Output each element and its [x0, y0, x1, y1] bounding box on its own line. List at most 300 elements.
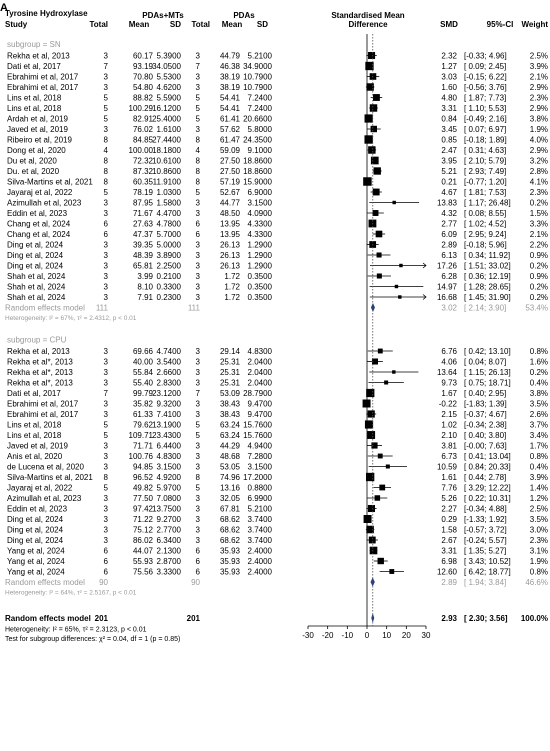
- subgroup-1-study-11-mean2: 53.05: [219, 462, 240, 472]
- subgroup-1-study-19-ci-value: [ 1.35; 5.27]: [464, 546, 507, 556]
- subgroup-0-study-0-sd1: 5.3900: [156, 51, 181, 61]
- subgroup-0-study-6-sd2: 20.6600: [243, 114, 272, 124]
- subgroup-1-study-4-weight: 3.8%: [529, 389, 548, 398]
- subgroup-1-study-11-n1: 3: [103, 462, 108, 472]
- subgroup-0-study-21-mean1: 3.99: [137, 272, 153, 281]
- subgroup-1-pooled-n1: 90: [99, 578, 108, 587]
- subgroup-0-study-16-weight: 3.3%: [529, 219, 548, 229]
- subgroup-1-study-6-smd-value: 2.15: [441, 410, 457, 419]
- subgroup-1-study-7-weight: 3.7%: [529, 420, 548, 430]
- subgroup-0-study-13-smd-value: 4.67: [441, 188, 457, 197]
- subgroup-1-study-17-n2: 3: [195, 525, 200, 535]
- header-total-1: Total: [89, 20, 108, 29]
- subgroup-0-study-16-sd2: 4.3300: [247, 219, 272, 229]
- subgroup-1-study-1-name: Rekha et al*, 2013: [7, 357, 73, 367]
- subgroup-1-study-4-sd1: 23.1200: [152, 389, 181, 398]
- subgroup-1-study-6-n2: 3: [195, 410, 200, 419]
- subgroup-0-study-15-point: [373, 210, 379, 216]
- subgroup-0-study-6-weight: 3.8%: [529, 114, 548, 124]
- subgroup-0-study-18-name: Ding et al, 2024: [7, 240, 64, 250]
- subgroup-0-study-7-weight: 1.9%: [529, 125, 548, 134]
- subgroup-0-study-20-n1: 3: [103, 261, 108, 271]
- subgroup-0-study-0-point: [368, 52, 375, 59]
- subgroup-1-study-5-smd-value: -0.22: [438, 399, 457, 409]
- subgroup-0-study-1-smd-value: 1.27: [441, 62, 457, 71]
- subgroup-1-study-8-smd-value: 2.10: [441, 431, 457, 440]
- subgroup-0-study-3-point: [366, 83, 373, 90]
- subgroup-1-study-0-n1: 3: [103, 347, 108, 356]
- subgroup-1-study-7-ci-value: [-0.34; 2.38]: [464, 420, 507, 430]
- header-weight: Weight: [521, 20, 548, 29]
- subgroup-1-study-3-smd-value: 9.73: [441, 378, 457, 388]
- subgroup-0-study-20-sd1: 2.2500: [156, 261, 181, 271]
- subgroup-0-study-23-smd-value: 16.68: [436, 293, 457, 302]
- subgroup-0-study-3-smd-value: 1.60: [441, 83, 457, 92]
- subgroup-1-study-18-mean1: 86.02: [132, 536, 153, 545]
- subgroup-1-study-21-n1: 6: [103, 567, 108, 577]
- subgroup-0-study-6-mean1: 82.91: [132, 114, 153, 124]
- subgroup-1-study-21-smd-value: 12.60: [436, 567, 457, 577]
- subgroup-0-study-19-n1: 3: [103, 251, 108, 260]
- subgroup-0-study-23-weight: 0.2%: [529, 293, 548, 302]
- subgroup-1-study-11-sd2: 3.1500: [247, 462, 272, 472]
- subgroup-0-study-15-weight: 1.5%: [529, 209, 548, 218]
- subgroup-0-study-22-weight: 0.2%: [529, 282, 548, 292]
- subgroup-1-study-1-sd2: 2.0400: [247, 357, 272, 367]
- subgroup-1-heterogeneity: Heterogeneity: I² = 64%, τ² = 2.5167, p < 0.01: [5, 589, 137, 597]
- subgroup-1-study-9-mean2: 44.29: [219, 441, 240, 451]
- subgroup-0-study-11-name: Du. et al, 2020: [7, 167, 60, 176]
- subgroup-1-study-19-mean1: 44.07: [132, 546, 153, 556]
- subgroup-1-study-19-mean2: 35.93: [219, 546, 240, 556]
- subgroup-0-study-7-sd2: 5.8000: [247, 125, 272, 134]
- subgroup-0-study-3-weight: 2.9%: [529, 83, 548, 92]
- subgroup-1-study-18-smd-value: 2.67: [441, 536, 457, 545]
- subgroup-0-pooled-ci-value: [ 2.14; 3.90]: [464, 303, 507, 313]
- subgroup-0-study-2-weight: 2.1%: [529, 72, 548, 82]
- subgroup-1-pooled-smd-value: 2.89: [441, 578, 457, 587]
- subgroup-1-study-17-n1: 3: [103, 525, 108, 535]
- subgroup-0-study-2-n2: 3: [195, 72, 200, 82]
- subgroup-0-study-3-sd1: 4.6200: [156, 83, 181, 92]
- subgroup-1-study-11-n2: 3: [195, 462, 200, 472]
- subgroup-1-study-12-weight: 3.9%: [529, 473, 548, 482]
- subgroup-1-study-5-name: Ebrahimi et al, 2017: [7, 399, 79, 409]
- subgroup-0-study-4-n2: 5: [195, 93, 200, 103]
- subgroup-1-study-12-smd-value: 1.61: [441, 473, 457, 482]
- subgroup-1-study-2-n1: 3: [103, 368, 108, 377]
- subgroup-0-heterogeneity: Heterogeneity: I² = 67%, τ² = 2.4312, p < 0.01: [5, 315, 137, 322]
- subgroup-0-study-22-n1: 3: [103, 282, 108, 292]
- subgroup-1-study-5-ci-value: [-1.83; 1.39]: [464, 399, 507, 409]
- subgroup-0-study-12-n1: 8: [103, 177, 108, 187]
- subgroup-1-study-12-sd1: 4.9200: [156, 473, 181, 482]
- subgroup-1-study-21-n2: 6: [195, 567, 200, 577]
- subgroup-0-pooled-n1: 111: [95, 303, 108, 313]
- subgroup-1-study-4-mean2: 53.09: [219, 389, 240, 398]
- subgroup-0-study-11-mean1: 87.32: [132, 167, 153, 176]
- subgroup-1-study-5-sd1: 9.3200: [156, 399, 181, 409]
- subgroup-0-study-20-mean2: 26.13: [219, 261, 240, 271]
- header-sd-2: SD: [256, 20, 268, 29]
- subgroup-0-study-16-smd-value: 2.77: [441, 219, 457, 229]
- subgroup-1-study-5-n2: 3: [195, 399, 200, 409]
- subgroup-1-study-18-weight: 2.3%: [529, 536, 548, 545]
- subgroup-0-study-4-ci-value: [ 1.87; 7.73]: [464, 93, 507, 103]
- subgroup-1-study-11-weight: 0.4%: [529, 462, 548, 472]
- subgroup-1-study-21-weight: 0.8%: [529, 567, 548, 577]
- header-smd: SMD: [440, 20, 458, 29]
- subgroup-1-study-9-n2: 3: [195, 441, 200, 451]
- subgroup-1-study-16-sd2: 3.7400: [247, 515, 272, 524]
- subgroup-1-study-9-smd-value: 3.81: [441, 441, 457, 451]
- subgroup-0-study-3-mean1: 54.80: [132, 83, 153, 92]
- subgroup-1-study-3-name: Rekha et al*, 2013: [7, 378, 73, 388]
- subgroup-1-study-12-mean2: 74.96: [219, 473, 240, 482]
- subgroup-1-study-13-sd2: 0.8800: [247, 483, 272, 493]
- subgroup-0-study-11-n2: 8: [195, 167, 200, 176]
- subgroup-1-study-11-smd-value: 10.59: [436, 462, 457, 472]
- subgroup-0-study-18-n1: 3: [103, 240, 108, 250]
- subgroup-1-study-1-mean2: 25.31: [219, 357, 240, 367]
- subgroup-1-study-13-mean1: 49.82: [132, 483, 153, 493]
- subgroup-0-study-1-sd1: 34.0500: [152, 62, 181, 71]
- subgroup-0-study-15-n1: 3: [103, 209, 108, 218]
- subgroup-1-pooled-diamond: [371, 578, 375, 586]
- subgroup-0-study-10-name: Du et al, 2020: [7, 156, 57, 166]
- subgroup-1-study-18-name: Ding et al, 2024: [7, 536, 64, 545]
- subgroup-0-study-15-n2: 3: [195, 209, 200, 218]
- subgroup-0-study-5-point: [370, 104, 377, 111]
- subgroup-1-study-14-smd-value: 5.26: [441, 494, 457, 503]
- overall-pooled-weight: 100.0%: [520, 614, 548, 623]
- subgroup-1-study-20-weight: 1.9%: [529, 557, 548, 566]
- subgroup-0-study-22-name: Shah et al, 2024: [7, 282, 66, 292]
- subgroup-1-study-9-sd2: 4.9400: [247, 441, 272, 451]
- subgroup-0-study-2-mean1: 70.80: [132, 72, 153, 82]
- header-total-2: Total: [191, 20, 210, 29]
- overall-pooled-smd-value: 2.93: [441, 614, 457, 623]
- subgroup-0-study-15-sd2: 4.0900: [247, 209, 272, 218]
- subgroup-1-study-14-sd1: 7.0800: [156, 494, 181, 503]
- subgroup-1-study-21-name: Yang et al, 2024: [7, 567, 65, 577]
- subgroup-1-study-4-mean1: 99.79: [132, 389, 153, 398]
- subgroup-0-study-7-smd-value: 3.45: [441, 125, 457, 134]
- subgroup-1-study-18-ci-value: [-0.24; 5.57]: [464, 536, 507, 545]
- subgroup-0-study-18-sd2: 1.2900: [247, 240, 272, 250]
- subgroup-0-study-4-weight: 2.3%: [529, 93, 548, 103]
- subgroup-0-study-1-sd2: 34.9000: [243, 62, 272, 71]
- subgroup-1-study-14-name: Azimullah et al, 2023: [7, 494, 82, 503]
- subgroup-0-study-22-point: [395, 285, 398, 288]
- subgroup-0-study-22-ci-value: [ 1.28; 28.65]: [464, 282, 511, 292]
- subgroup-1-study-8-mean2: 63.24: [219, 431, 240, 440]
- subgroup-0-study-13-mean2: 52.67: [219, 188, 240, 197]
- subgroup-0-study-23-ci-value: [ 1.45; 31.90]: [464, 293, 511, 302]
- subgroup-1-study-19-n1: 6: [103, 546, 108, 556]
- subgroup-0-study-3-mean2: 38.19: [219, 83, 240, 92]
- subgroup-1-label: subgroup = CPU: [7, 335, 67, 345]
- subgroup-0-study-18-smd-value: 2.89: [441, 240, 457, 250]
- subgroup-1-study-1-mean1: 40.00: [132, 357, 153, 367]
- subgroup-1-study-10-weight: 0.8%: [529, 452, 548, 461]
- subgroup-1-study-5-point: [363, 400, 371, 408]
- subgroup-0-study-14-weight: 0.2%: [529, 198, 548, 208]
- subgroup-0-study-9-weight: 2.9%: [529, 146, 548, 155]
- subgroup-1-study-16-weight: 3.5%: [529, 515, 548, 524]
- subgroup-1-study-12-ci-value: [ 0.44; 2.78]: [464, 473, 507, 482]
- subgroup-1-study-13-mean2: 13.16: [219, 483, 240, 493]
- subgroup-1-study-16-mean2: 68.62: [219, 515, 240, 524]
- overall-pooled-ci-value: [ 2.30; 3.56]: [464, 614, 508, 623]
- subgroup-0-study-20-name: Ding et al, 2024: [7, 261, 64, 271]
- header-mean-2: Mean: [221, 20, 243, 29]
- subgroup-0-study-5-n2: 5: [195, 104, 200, 113]
- subgroup-0-study-14-n1: 3: [103, 198, 108, 208]
- subgroup-1-study-14-weight: 1.2%: [529, 494, 548, 503]
- subgroup-0-study-10-n2: 8: [195, 156, 200, 166]
- subgroup-0-study-20-n2: 3: [195, 261, 200, 271]
- subgroup-1-study-19-name: Yang et al, 2024: [7, 546, 65, 556]
- subgroup-1-study-10-n1: 3: [103, 452, 108, 461]
- subgroup-0-study-7-n1: 3: [103, 125, 108, 134]
- subgroup-1-study-11-mean1: 94.85: [132, 462, 153, 472]
- subgroup-0-study-12-n2: 8: [195, 177, 200, 187]
- subgroup-1-study-11-name: de Lucena et al, 2020: [7, 462, 84, 472]
- subgroup-0-study-7-point: [371, 126, 377, 132]
- subgroup-1-pooled-ci-value: [ 1.94; 3.84]: [464, 578, 507, 587]
- header-study: Study: [5, 20, 28, 29]
- subgroup-1-study-13-ci-value: [ 3.29; 12.22]: [464, 483, 511, 493]
- subgroup-0-study-8-name: Ribeiro et al, 2019: [7, 135, 72, 145]
- x-tick-label-3: 0: [364, 631, 370, 640]
- subgroup-0-study-11-weight: 2.8%: [529, 167, 548, 176]
- subgroup-1-study-15-smd-value: 2.27: [441, 504, 457, 514]
- subgroup-0-study-16-name: Chang et al, 2024: [7, 219, 71, 229]
- subgroup-1-study-8-mean1: 109.71: [128, 431, 153, 440]
- subgroup-1-study-17-weight: 3.0%: [529, 525, 548, 535]
- subgroup-0-study-10-smd-value: 3.95: [441, 156, 457, 166]
- subgroup-1-study-6-point: [368, 410, 375, 417]
- subgroup-1-study-8-point: [367, 431, 375, 439]
- subgroup-1-study-13-sd1: 5.9700: [156, 483, 181, 493]
- subgroup-1-study-18-mean2: 68.62: [219, 536, 240, 545]
- subgroup-0-study-19-mean1: 48.39: [132, 251, 153, 260]
- x-tick-label-4: 10: [382, 631, 392, 640]
- subgroup-1-study-10-ci-value: [ 0.41; 13.04]: [464, 452, 511, 461]
- subgroup-0-study-12-weight: 4.1%: [529, 177, 548, 187]
- subgroup-1-study-14-point: [375, 495, 381, 501]
- subgroup-1-study-13-name: Jayaraj et al, 2022: [7, 483, 73, 493]
- subgroup-0-study-11-point: [374, 167, 381, 174]
- subgroup-0-study-17-mean2: 13.95: [219, 230, 240, 239]
- subgroup-0-study-17-point: [376, 231, 383, 238]
- subgroup-0-study-15-name: Eddin et al, 2023: [7, 209, 68, 218]
- subgroup-0-study-13-name: Jayaraj et al, 2022: [7, 188, 73, 197]
- subgroup-1-study-17-name: Ding et al, 2024: [7, 525, 64, 535]
- subgroup-1-study-5-weight: 3.5%: [529, 399, 548, 409]
- subgroup-1-study-14-n2: 3: [195, 494, 200, 503]
- subgroup-1-study-14-mean1: 77.50: [132, 494, 153, 503]
- subgroup-1-study-10-mean2: 48.68: [219, 452, 240, 461]
- subgroup-0-study-21-sd1: 0.2100: [156, 272, 181, 281]
- subgroup-1-study-6-n1: 3: [103, 410, 108, 419]
- subgroup-1-study-9-sd1: 6.4400: [156, 441, 181, 451]
- subgroup-0-study-10-sd1: 10.6100: [152, 156, 181, 166]
- subgroup-1-study-20-point: [378, 558, 384, 564]
- subgroup-1-study-19-smd-value: 3.31: [441, 546, 457, 556]
- subgroup-1-study-20-mean2: 35.93: [219, 557, 240, 566]
- subgroup-1-study-20-smd-value: 6.98: [441, 557, 457, 566]
- subgroup-0-study-14-mean2: 44.77: [219, 198, 240, 208]
- subgroup-0-study-2-sd2: 10.7900: [243, 72, 272, 82]
- subgroup-1-study-1-n1: 3: [103, 357, 108, 367]
- subgroup-0-study-2-n1: 3: [103, 72, 108, 82]
- subgroup-0-study-12-smd-value: 0.21: [441, 177, 457, 187]
- subgroup-0-study-23-sd1: 0.2300: [156, 293, 181, 302]
- subgroup-1-study-7-n1: 5: [103, 420, 108, 430]
- subgroup-1-study-8-n1: 5: [103, 431, 108, 440]
- subgroup-1-study-1-n2: 3: [195, 357, 200, 367]
- subgroup-1-study-7-point: [365, 420, 373, 428]
- subgroup-1-study-7-mean1: 79.62: [132, 420, 153, 430]
- subgroup-0-study-11-sd2: 18.8600: [243, 167, 272, 176]
- subgroup-1-study-16-point: [364, 515, 372, 523]
- subgroup-0-study-5-mean1: 100.29: [128, 104, 153, 113]
- subgroup-0-study-21-n1: 3: [103, 272, 108, 281]
- subgroup-0-study-1-n1: 7: [103, 62, 108, 71]
- subgroup-1-study-2-sd2: 2.0400: [247, 368, 272, 377]
- subgroup-0-study-7-n2: 3: [195, 125, 200, 134]
- subgroup-0-study-0-ci-value: [-0.33; 4.96]: [464, 51, 507, 61]
- subgroup-1-study-9-n1: 3: [103, 441, 108, 451]
- subgroup-0-study-14-mean1: 87.95: [132, 198, 153, 208]
- subgroup-1-study-20-name: Yang et al, 2024: [7, 557, 65, 566]
- subgroup-0-study-5-name: Lins et al, 2018: [7, 104, 62, 113]
- subgroup-0-study-18-sd1: 5.0000: [156, 240, 181, 250]
- subgroup-0-study-7-mean2: 57.62: [219, 125, 240, 134]
- subgroup-0-study-23-mean2: 1.72: [224, 293, 240, 302]
- subgroup-1-study-6-name: Ebrahimi et al, 2017: [7, 410, 79, 419]
- subgroup-0-study-3-n2: 3: [195, 83, 200, 92]
- subgroup-1-study-8-n2: 5: [195, 431, 200, 440]
- subgroup-1-study-7-smd-value: 1.02: [441, 420, 457, 430]
- subgroup-1-study-7-mean2: 63.24: [219, 420, 240, 430]
- subgroup-0-study-18-mean1: 39.35: [132, 240, 153, 250]
- subgroup-1-study-10-sd1: 4.8300: [156, 452, 181, 461]
- subgroup-0-study-5-ci-value: [ 1.10; 5.53]: [464, 104, 507, 113]
- subgroup-1-study-4-point: [366, 389, 374, 397]
- subgroup-0-study-19-n2: 3: [195, 251, 200, 260]
- subgroup-1-study-15-name: Eddin et al, 2023: [7, 504, 68, 514]
- subgroup-0-study-6-ci-value: [-0.49; 2.16]: [464, 114, 507, 124]
- subgroup-1-study-1-ci-value: [ 0.04; 8.07]: [464, 357, 507, 367]
- subgroup-0-study-13-point: [373, 189, 380, 196]
- subgroup-0-study-21-smd-value: 6.28: [441, 272, 457, 281]
- subgroup-0-pooled-weight: 53.4%: [525, 303, 548, 313]
- subgroup-1-study-13-n2: 5: [195, 483, 200, 493]
- header-pdas-mts: PDAs+MTs: [142, 11, 184, 20]
- subgroup-1-pooled-n2: 90: [191, 578, 200, 587]
- subgroup-1-study-0-point: [378, 349, 383, 354]
- subgroup-0-study-19-sd2: 1.2900: [247, 251, 272, 260]
- subgroup-0-study-7-ci-value: [ 0.07; 6.97]: [464, 125, 507, 134]
- subgroup-1-study-4-ci-value: [ 0.40; 2.95]: [464, 389, 507, 398]
- subgroup-1-study-0-sd2: 4.8300: [247, 347, 272, 356]
- subgroup-0-study-2-name: Ebrahimi et al, 2017: [7, 72, 79, 82]
- subgroup-0-study-17-sd2: 4.3300: [247, 230, 272, 239]
- header-smd-title-1: Standardised Mean: [331, 11, 405, 20]
- subgroup-0-study-2-mean2: 38.19: [219, 72, 240, 82]
- subgroup-0-study-21-n2: 3: [195, 272, 200, 281]
- overall-pooled-label: Random effects model: [5, 614, 91, 623]
- subgroup-0-study-15-mean2: 48.50: [219, 209, 240, 218]
- subgroup-0-study-11-smd-value: 5.21: [441, 167, 457, 176]
- subgroup-0-study-17-smd-value: 6.09: [441, 230, 457, 239]
- subgroup-1-study-16-mean1: 71.22: [132, 515, 153, 524]
- subgroup-0-study-4-point: [373, 94, 380, 101]
- x-tick-label-5: 20: [401, 631, 411, 640]
- subgroup-1-study-6-sd1: 7.4100: [156, 410, 181, 419]
- subgroup-0-study-16-mean2: 13.95: [219, 219, 240, 229]
- subgroup-1-study-10-smd-value: 6.73: [441, 452, 457, 461]
- subgroup-0-study-1-weight: 3.9%: [529, 62, 548, 71]
- subgroup-1-study-2-smd-value: 13.64: [436, 368, 457, 377]
- subgroup-1-study-17-smd-value: 1.58: [441, 525, 457, 535]
- subgroup-0-study-8-sd1: 27.4400: [152, 135, 181, 145]
- subgroup-1-study-3-sd1: 2.8300: [156, 378, 181, 388]
- subgroup-0-study-8-smd-value: 0.85: [441, 135, 457, 145]
- subgroup-0-study-2-smd-value: 3.03: [441, 72, 457, 82]
- subgroup-0-study-6-name: Ardah et al, 2019: [7, 114, 68, 124]
- subgroup-0-study-23-point: [398, 295, 401, 298]
- subgroup-1-study-19-point: [370, 547, 378, 555]
- header-smd-title-2: Difference: [348, 20, 388, 29]
- subgroup-1-study-13-weight: 1.4%: [529, 483, 548, 493]
- subgroup-1-study-9-point: [371, 442, 377, 448]
- subgroup-0-study-15-sd1: 4.4700: [156, 209, 181, 218]
- subgroup-1-study-20-sd2: 2.4000: [247, 557, 272, 566]
- subgroup-1-study-8-name: Lins et al, 2018: [7, 431, 62, 440]
- subgroup-0-study-17-n2: 6: [195, 230, 200, 239]
- subgroup-1-study-14-n1: 3: [103, 494, 108, 503]
- subgroup-0-study-12-sd2: 15.9000: [243, 177, 272, 187]
- subgroup-0-study-19-mean2: 26.13: [219, 251, 240, 260]
- subgroup-0-study-2-ci-value: [-0.15; 6.22]: [464, 72, 507, 82]
- subgroup-0-study-17-weight: 2.1%: [529, 230, 548, 239]
- subgroup-0-study-5-smd-value: 3.31: [441, 104, 457, 113]
- subgroup-1-study-2-n2: 3: [195, 368, 200, 377]
- subgroup-1-study-17-mean2: 68.62: [219, 525, 240, 535]
- subgroup-0-study-16-mean1: 27.63: [132, 219, 153, 229]
- header-mean-1: Mean: [128, 20, 150, 29]
- subgroup-0-study-17-sd1: 5.7000: [156, 230, 181, 239]
- subgroup-0-study-13-n2: 5: [195, 188, 200, 197]
- subgroup-1-study-3-mean1: 55.40: [132, 378, 153, 388]
- subgroup-1-study-0-sd1: 4.7400: [156, 347, 181, 356]
- subgroup-0-study-3-sd2: 10.7900: [243, 83, 272, 92]
- subgroup-0-study-0-sd2: 5.2100: [247, 51, 272, 61]
- subgroup-0-study-19-sd1: 3.8900: [156, 251, 181, 260]
- subgroup-1-study-19-sd2: 2.4000: [247, 546, 272, 556]
- subgroup-1-study-18-n1: 3: [103, 536, 108, 545]
- subgroup-0-study-10-mean2: 27.50: [219, 156, 240, 166]
- subgroup-1-study-10-mean1: 100.76: [128, 452, 153, 461]
- overall-pooled-n1: 201: [94, 614, 108, 623]
- subgroup-0-study-23-n1: 3: [103, 293, 108, 302]
- subgroup-0-study-10-point: [371, 157, 379, 165]
- subgroup-0-study-10-ci-value: [ 2.10; 5.79]: [464, 156, 507, 166]
